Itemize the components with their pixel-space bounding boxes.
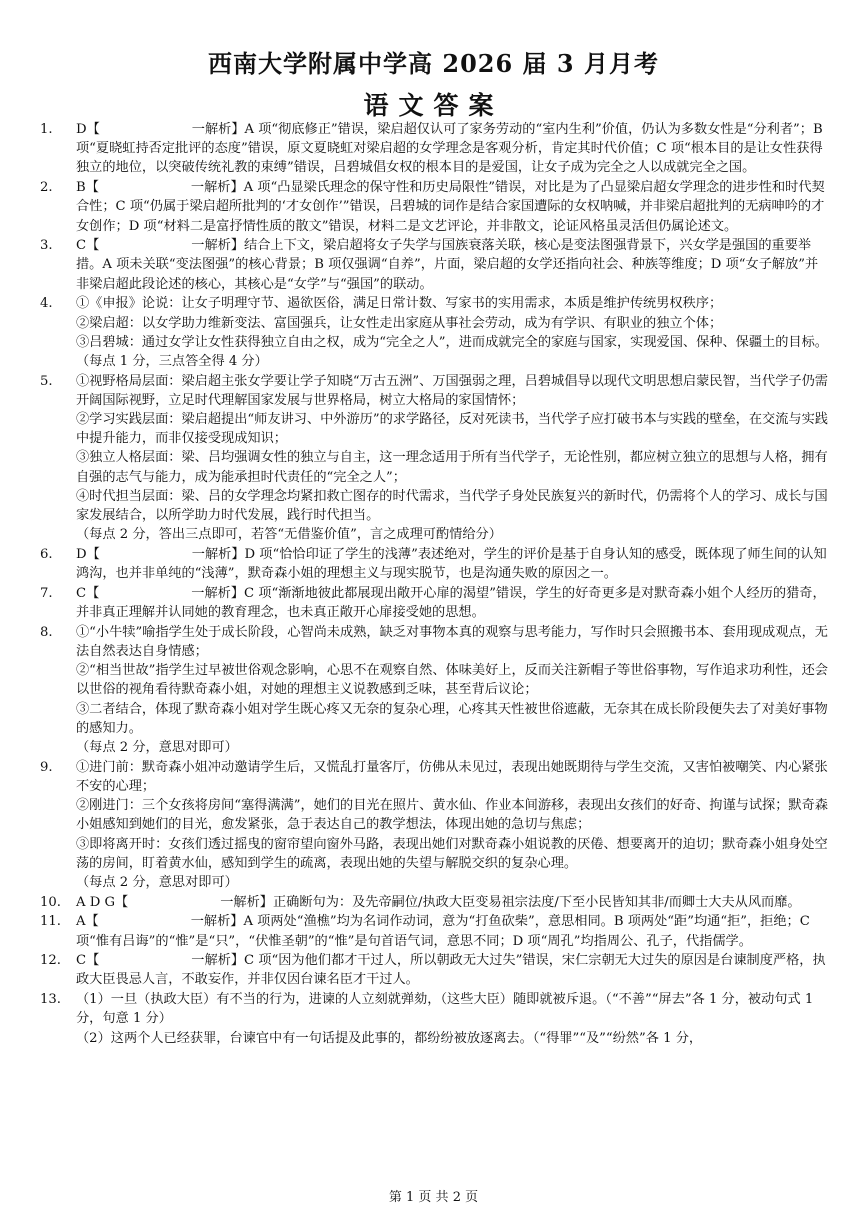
- answer-line: ④时代担当层面：梁、吕的女学理念均紧扣救亡图存的时代需求，当代学子身处民族复兴的新时代，仍需将个人的学习、成长与国家发展结合，以所学助力时代发展，践行时代担当。: [76, 488, 828, 524]
- page-subtitle: 语文答案: [363, 91, 504, 120]
- analysis-text: [76, 120, 830, 178]
- question-number: 11.: [40, 914, 61, 930]
- answer-choice: C【: [76, 585, 100, 601]
- answer-line: ①《申报》论说：让女子明理守节、遏欲医俗，满足日常计数、写家书的实用需求，本质是维护传统男权秩序；: [76, 296, 723, 312]
- answer-line: ①“小牛犊”喻指学生处于成长阶段，心智尚未成熟，缺乏对事物本真的观察与思考能力，写作时只会照搬书本、套用现成观点，无法自然表达自身情感；: [76, 624, 828, 659]
- analysis-content: 一解析】D 项“恰恰印证了学生的浅薄”表述绝对，学生的评价是基于自身认知的感受，既体现了师生间的认知鸿沟，也并非单纯的“浅薄”，默奇森小姐的理想主义与现实脱节，也是沟通失败的原因之一。: [76, 546, 827, 582]
- blank-gap: [100, 557, 192, 558]
- answer-line: ②“相当世故”指学生过早被世俗观念影响，心思不在观察自然、体味美好上，反而关注新帽子等世俗事物，写作追求功利性，还会以世俗的视角看待默奇森小姐，对她的理想主义说教感到乏味，甚至背后议论；: [76, 663, 828, 698]
- question-number: 7.: [40, 585, 53, 601]
- answer-line: ①视野格局层面：梁启超主张女学要让学子知晓“万古五洲”、万国强弱之理，吕碧城倡导以现代文明思想启蒙民智，当代学子仍需开阔国际视野，立足时代理解国家发展与世界格局，树立大格局的家国情怀；: [76, 373, 828, 408]
- answer-line: ②学习实践层面：梁启超提出“师友讲习、中外游历”的求学路径，反对死读书，当代学子应打破书本与实践的壁垒，在交流与实践中提升能力，而非仅接受现成知识；: [76, 412, 828, 447]
- analysis-text: [76, 236, 830, 294]
- answer-item: [40, 951, 830, 989]
- answer-body: [76, 294, 830, 371]
- answer-choice: A D G【: [76, 894, 129, 910]
- answer-choice: B【: [76, 180, 99, 196]
- answer-choice: C【: [76, 953, 100, 969]
- answer-choice: C【: [76, 238, 100, 254]
- blank-gap: [99, 924, 191, 925]
- analysis-text: [76, 893, 830, 912]
- answer-line: ③独立人格层面：梁、吕均强调女性的独立与自主，这一理念适用于所有当代学子，无论性别，都应树立独立的思想与人格，拥有自强的志气与能力，成为能承担时代责任的“完全之人”；: [76, 450, 828, 485]
- question-number: 2.: [40, 180, 53, 196]
- answer-body: [76, 120, 830, 178]
- answer-body: [76, 545, 830, 583]
- question-number: 3.: [40, 238, 53, 254]
- question-number: 6.: [40, 546, 53, 562]
- answer-body: [76, 951, 830, 989]
- answer-body: [76, 912, 830, 950]
- answer-line: ②梁启超：以女学助力维新变法、富国强兵，让女性走出家庭从事社会劳动，成为有学识、有职业的独立个体；: [76, 315, 723, 331]
- answer-choice: A【: [76, 914, 99, 930]
- answer-body: [76, 623, 830, 757]
- answer-item: [40, 120, 830, 178]
- question-number: 10.: [40, 894, 61, 910]
- blank-gap: [99, 596, 191, 597]
- question-number: 4.: [40, 296, 53, 312]
- analysis-text: [76, 545, 830, 583]
- answer-item: [40, 372, 830, 545]
- answer-line: （每点 1 分，三点答全得 4 分）: [76, 353, 268, 369]
- analysis-text: [76, 584, 830, 622]
- answer-item: [40, 178, 830, 236]
- blank-gap: [99, 248, 191, 249]
- answer-body: [76, 758, 830, 892]
- question-number: 12.: [40, 953, 61, 969]
- question-number: 13.: [40, 992, 61, 1008]
- answer-body: [76, 372, 830, 545]
- answer-body: [76, 893, 830, 912]
- page-number: 第 1 页 共 2 页: [388, 1190, 479, 1205]
- analysis-content: 一解析】A 项两处“渔樵”均为名词作动词，意为“打鱼砍柴”，意思相同。B 项两处“距”均通“拒”，拒绝；C 项“惟有吕诲”的“惟”是“只”，“伏惟圣朝”的“惟”是句首语气词，意思不同；D 项“周孔”均指周公、孔子，代指儒学。: [76, 914, 810, 949]
- answer-line: （2）这两个人已经获罪，台谏官中有一句话提及此事的，都纷纷被放逐离去。（“得罪”“及”“纷然”各 1 分，: [76, 1030, 703, 1046]
- analysis-content: 一解析】结合上下文，梁启超将女子失学与国族衰落关联，核心是变法图强背景下，兴女学是强国的重要举措。A 项未关联“变法图强”的核心背景；B 项仅强调“自养”，片面，梁启超的女学还指向社会、种族等维度；D 项“女子解放”并非梁启超此段论述的核心，其核心是“女学”与“强国”的联动。: [76, 238, 819, 292]
- analysis-content: 一解析】C 项“因为他们都才干过人，所以朝政无大过失”错误，宋仁宗朝无大过失的原因是台谏制度严格，执政大臣畏忌人言，不敢妄作，并非仅因台谏名臣才干过人。: [76, 953, 826, 988]
- answer-line: ③即将离开时：女孩们透过摇曳的窗帘望向窗外马路，表现出她们对默奇森小姐说教的厌倦、想要离开的迫切；默奇森小姐身处空荡的房间，盯着黄水仙，感知到学生的疏离，表现出她的失望与解脱交织的复杂心理。: [76, 836, 828, 871]
- answer-line: ③吕碧城：通过女学让女性获得独立自由之权，成为“完全之人”，进而成就完全的家庭与国家，实现爱国、保种、保疆土的目标。: [76, 334, 828, 350]
- answer-line: （每点 2 分，意思对即可）: [76, 874, 238, 890]
- analysis-content: 一解析】A 项“彻底修正”错误，梁启超仅认可了家务劳动的“室内生利”价值，仍认为多数女性是“分利者”；B 项“夏晓虹持否定批评的态度”错误，原文夏晓虹对梁启超的女学理念是客观分析，肯定其时代价值；C 项“根本目的是让女性获得独立的地位，以突破传统礼教的束缚”错误，吕碧城倡女权的根本目的是爱国，让女子成为完全之人以成就完全之国。: [76, 122, 823, 176]
- answer-line: ①进门前：默奇森小姐冲动邀请学生后，又慌乱打量客厅，仿佛从未见过，表现出她既期待与学生交流，又害怕被嘲笑、内心紧张不安的心理；: [76, 759, 828, 794]
- answer-item: [40, 545, 830, 583]
- answer-line: （1）一旦（执政大臣）有不当的行为，进谏的人立刻就弹劾，（这些大臣）随即就被斥退。（“不善”“屏去”各 1 分，被动句式 1 分，句意 1 分）: [76, 992, 814, 1027]
- question-number: 1.: [40, 122, 53, 137]
- answer-body: [76, 584, 830, 622]
- answer-body: [76, 178, 830, 236]
- answer-item: [40, 623, 830, 757]
- analysis-text: [76, 951, 830, 989]
- blank-gap: [128, 905, 220, 906]
- answer-item: [40, 236, 830, 294]
- blank-gap: [100, 132, 192, 133]
- answer-item: [40, 912, 830, 950]
- answer-item: [40, 758, 830, 892]
- answer-line: （每点 2 分，意思对即可）: [76, 740, 238, 755]
- answer-body: [76, 990, 830, 1048]
- question-number: 5.: [40, 373, 53, 389]
- analysis-text: [76, 178, 830, 236]
- answer-line: ③二者结合，体现了默奇森小姐对学生既心疼又无奈的复杂心理，心疼其天性被世俗遮蔽，无奈其在成长阶段便失去了对美好事物的感知力。: [76, 701, 828, 736]
- question-number: 9.: [40, 759, 53, 775]
- answer-choice: D【: [76, 122, 100, 137]
- answer-item: [40, 584, 830, 622]
- answer-item: [40, 990, 830, 1048]
- analysis-content: 一解析】C 项“渐渐地彼此都展现出敞开心扉的渴望”错误，学生的好奇更多是对默奇森小姐个人经历的猎奇，并非真正理解并认同她的教育理念，也未真正敞开心扉接受她的思想。: [76, 585, 826, 621]
- question-number: 8.: [40, 624, 53, 640]
- answer-line: ②刚进门：三个女孩将房间“塞得满满”，她们的目光在照片、黄水仙、作业本间游移，表现出女孩们的好奇、拘谨与试探；默奇森小姐感知到她们的目光，愈发紧张，急于表达自己的教学想法，体现出她的急切与焦虑；: [76, 798, 828, 833]
- page-title: 西南大学附属中学高 2026 届 3 月月考: [208, 49, 659, 78]
- answer-item: [40, 294, 830, 371]
- analysis-content: 一解析】正确断句为：及先帝嗣位/执政大臣变易祖宗法度/下至小民皆知其非/而卿士大夫从风而靡。: [220, 894, 801, 910]
- answer-item: [40, 893, 830, 912]
- answer-body: [76, 236, 830, 294]
- analysis-content: 一解析】A 项“凸显梁氏理念的保守性和历史局限性”错误，对比是为了凸显梁启超女学理念的进步性和时代契合性；C 项“仍属于梁启超所批判的‘才女创作’”错误，吕碧城的词作是结合家国遭际的女权呐喊，并非梁启超批判的无病呻吟的才女创作；D 项“材料二是富抒情性质的散文”错误，材料二是文艺评论，并非散文，论证风格虽灵活但仍属论述文。: [76, 180, 825, 234]
- analysis-text: [76, 912, 830, 950]
- answers-list: [40, 120, 830, 1048]
- blank-gap: [99, 190, 191, 191]
- answer-choice: D【: [76, 546, 100, 562]
- blank-gap: [99, 963, 191, 964]
- answer-line: （每点 2 分，答出三点即可，若答“无借鉴价值”，言之成理可酌情给分）: [76, 527, 502, 543]
